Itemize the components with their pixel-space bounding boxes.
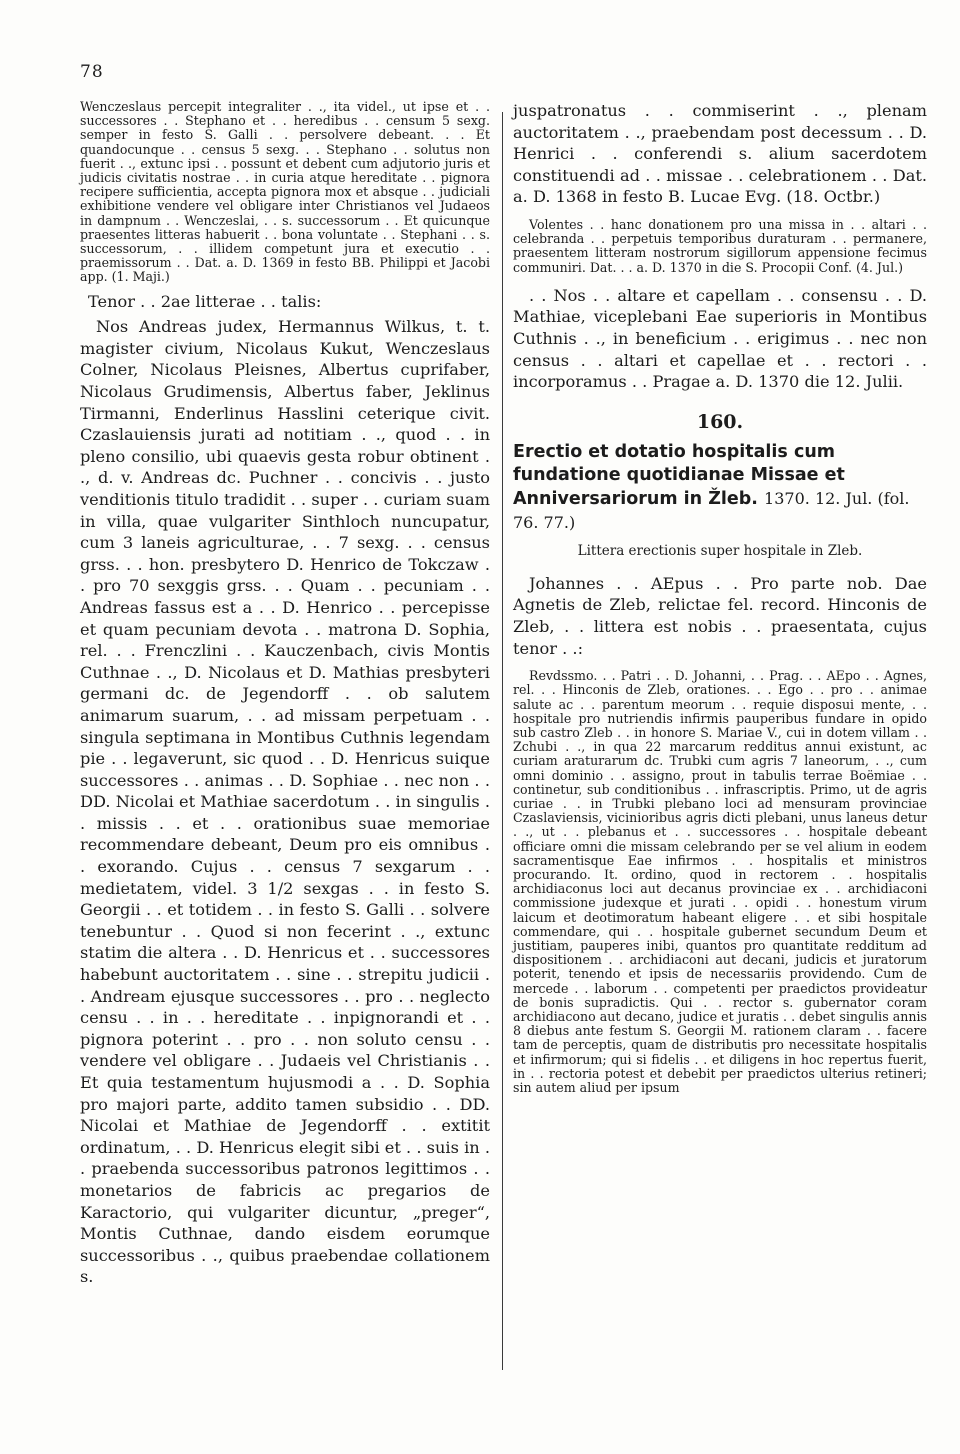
column-divider — [502, 112, 503, 1370]
main-charter-text: Nos Andreas judex, Hermannus Wilkus, t. t. magister civium, Nicolaus Kukut, Wenczeslaus Colner, Nicolaus Pleisnes, Albertus cuprifaber, Nicolaus Grudimensis, Albertus faber, Jeklinus Tirmanni, Enderlinus Hasslini ceterique civit. Czaslauiensis jurati ad notitiam . ., quod . . in pleno consilio, ubi quaevis gesta robur obtinent . ., d. v. Andreas dc. Puchner . . concivis . . justo venditionis titulo tradidit . . super . . curiam suam in villa, quae vulgariter Sinthloch nuncupatur, cum 3 laneis agriculturae, . . 7 sexg. . . census grss. . . hon. presbytero D. Henrico de Tokczaw . . pro 70 sexggis grss. . . Quam . . pecuniam . . Andreas fassus est a . . D. Henrico . . percepisse et quam pecuniam devota . . matrona D. Sophia, rel. . . Frenczlini . . Kauczenbach, civis Montis Cuthnae . ., D. Nicolaus et D. Mathias presbyteri germani dc. de Jegendorff . . ob salutem animarum suarum, . . ad missam perpetuam . . singula septimana in Montibus Cuthnis legendam pie . . legaverunt, sic quod . . D. Henricus suique successores . . animas . . D. Sophiae . . nec non . . DD. Nicolai et Mathiae sacerdotum . . in singulis . . missis . . et . . orationibus suae memoriae recommendare debeant, Deum pro eis omnibus . . exorando. Cujus . . census 7 sexgarum . . medietatem, videl. 3 1/2 sexgas . . in festo S. Georgii . . et totidem . . in festo S. Galli . . solvere tenebuntur . . Quod si non fecerint . ., extunc statim die altera . . D. Henricus et . . successores habebunt auctoritatem . . sine . . strepitu judicii . . Andream ejusque successores . . pro . . neglecto censu . . in . . hereditate . . inpignorandi et . . pignora poterint . . pro . . non soluto censu . . vendere vel obligare . . Judaeis vel Christianis . . Et quia testamentum hujusmodi a . . D. Sophia pro majori parte, addito tamen subsidio . . DD. Nicolai et Mathiae de Jegendorff . . extitit ordinatum, . . D. Henricus elegit sibi et . . suis in . . praebenda successoribus patronos legittimos . . monetarios de fabricis ac pregarios de Karactorio, qui vulgariter dicuntur, „preger“, Montis Cuthnae, dando eisdem eorumque successoribus . ., quibus praebendae collationem s. — [80, 317, 490, 1287]
page-number: 78 — [80, 62, 104, 82]
charter-intro-paragraph: Wenczeslaus percepit integraliter . ., ita videl., ut ipse et . . successores . . Stephano et . . heredibus . . censum 5 sexg. semper in festo S. Galli . . persolvere debeant. . . Et quandocunque . . census 5 sexg. . . Stephano . . solutus non fuerit . ., extunc ipsi . . possunt et debent cum adjutorio juris et judicis civitatis nostrae . . in curia atque hereditate . . pignora recipere sufficientia, accepta pignora mox et absque . . judiciali exhibitione vendere vel obligare inter Christianos vel Judaeos in dampnum . . Wenczeslai, . . s. successorum . . Et quicunque praesentes litteras habuerit . . bona voluntate . . Stephani . . s. successorum, . . illidem competunt jura et executio . . praemissorum . . Dat. a. D. 1369 in festo BB. Philippi et Jacobi app. (1. Maji.) — [80, 99, 490, 285]
document-title: Erectio et dotatio hospitalis cum fundatione quotidianae Missae et Anniversariorum in Žleb. — [513, 441, 845, 509]
left-column — [80, 100, 490, 1288]
continuation-paragraph: juspatronatus . . commiserint . ., plenam auctoritatem . ., praebendam post decessum . . D. Henrici . . conferendi s. alium sacerdotem constituendi ad . . missae . . celebrationem . . Dat. a. D. 1368 in festo B. Lucae Evg. (18. Octbr.) — [513, 101, 927, 207]
nos-paragraph: . . Nos . . altare et capellam . . consensu . . D. Mathiae, viceplebani Eae superioris in Montibus Cuthnis . ., in beneficium . . erigimus . . nec non census . . altari et capellae et . . rectori . . incorporamus . . Pragae a. D. 1370 die 12. Julii. — [513, 285, 927, 392]
johannes-paragraph: Johannes . . AEpus . . Pro parte nob. Dae Agnetis de Zleb, relictae fel. record. Hinconis de Zleb, . . littera est nobis . . praesentata, cujus tenor . .: — [513, 573, 927, 658]
right-column — [513, 100, 927, 1095]
document-heading — [513, 441, 927, 535]
document-date-reference: 1370. 12. Jul. (fol. 76. 77.) — [513, 488, 910, 532]
document-number: 160. — [696, 410, 744, 433]
revdssmo-paragraph: Revdssmo. . . Patri . . D. Johanni, . . Prag. . . AEpo . . Agnes, rel. . . Hinconis de Zleb, orationes. . . Ego . . pro . . animae salute ac . . parentum meorum . . requie disposui mente, . . hospitale pro nutriendis infirmis pauperibus fundare in opido sub castro Zleb . . in honore S. Mariae V., cui in dotem villam . . Zchubi . ., in qua 22 marcarum redditus annui existunt, ac curiam araturarum dc. Trubki cum agris 7 laneorum, . ., cum omni dominio . . assigno, prout in tabulis terrae Boëmiae . . continetur, sub conditionibus . . infrascriptis. Primo, ut de agris curiae . . in Trubki plebano loci ad mensuram provinciae Czaslaviensis, vicinioribus agris dicti plebani, unus laneus detur . ., ut . . plebanus et . . successores . . hospitale debeant officiare omni die missam celebrando per se vel alium in eodem sacramentisque Eae infirmos . . hospitalis et ministros procurando. It. ordino, quod in rectorem . . hospitalis archidiaconus loci aut decanus provinciae ex . . archidiaconi commissione judexque et jurati . . opidi . . honestum virum laicum et deotimoratum habeant eligere . . et sibi hospitale commendare, qui . . hospitale gubernet secundum Deum et justitiam, pauperes inibi, quantos pro quantitate redditum ad dispositionem . . archidiaconi aut decani, judicis et juratorum poterit, tenendo et ipsis de necessariis providendo. Cum de mercede . . laborum . . competenti per praedictos provideatur de bonis supradictis. Qui . . rector s. gubernator coram archidiacono aut decano, judice et juratis . . debet singulis annis 8 diebus ante festum S. Georgii M. rationem claram . . facere tam de perceptis, quam de distributis pro necessitate hospitalis et infirmorum; qui si fidelis . . et diligens in hoc repertus fuerit, in . . rectoria potest et debebit per praedictos ulterius retineri; sin autem aliud per ipsum — [513, 668, 927, 1096]
volentes-paragraph: Volentes . . hanc donationem pro una missa in . . altari . . celebranda . . perpetuis temporibus duraturam . . permanere, praesentem litteram nostrorum sigillorum appensione fecimus communiri. Dat. . . a. D. 1370 in die S. Procopii Conf. (4. Jul.) — [513, 216, 927, 275]
document-subtitle: Littera erectionis super hospitale in Zleb. — [577, 542, 863, 559]
tenor-line: Tenor . . 2ae litterae . . talis: — [88, 291, 322, 311]
